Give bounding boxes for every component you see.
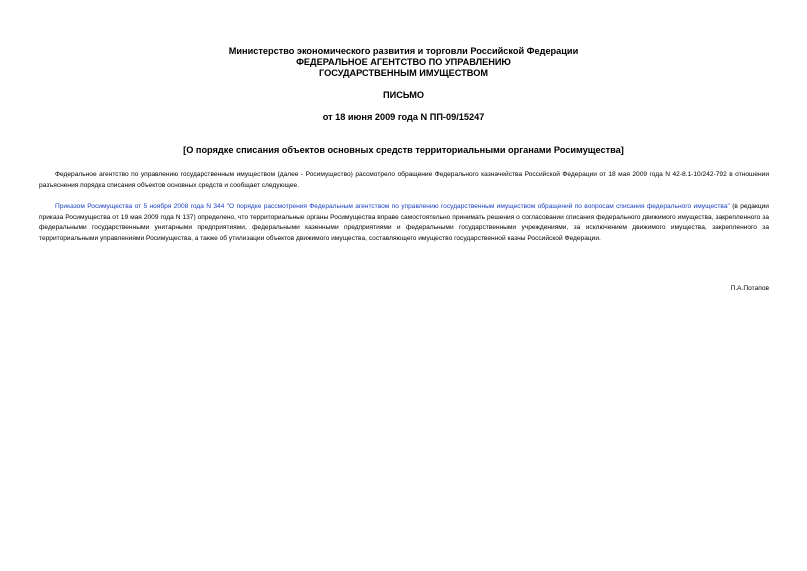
paragraph-1: Федеральное агентство по управлению государственным имуществом (далее - Росимущество) рассмотрело обращение Федерального казначейства Российской Федерации от 18 мая 2009 года N 42-8.1-10/242-792 в отношении разъяснения порядка списания объектов основных средств и сообщает следующее.: [39, 171, 769, 189]
agency-name-line2: ГОСУДАРСТВЕННЫМ ИМУЩЕСТВОМ: [318, 68, 488, 78]
order-link[interactable]: Приказом Росимущества от 5 ноября 2008 года N 344 "О порядке рассмотрения Федеральным агентством по управлению государственным имуществом обращений по вопросам списания федерального имущества": [55, 203, 730, 210]
signature: П.А.Потапов: [730, 285, 769, 292]
document-type: ПИСЬМО: [382, 90, 425, 100]
document-subject: [О порядке списания объектов основных средств территориальными органами Росимущества]: [183, 145, 624, 155]
agency-name-line1: ФЕДЕРАЛЬНОЕ АГЕНТСТВО ПО УПРАВЛЕНИЮ: [296, 57, 511, 67]
ministry-name: Министерство экономического развития и торговли Российской Федерации: [228, 46, 579, 56]
document-date-number: от 18 июня 2009 года N ПП-09/15247: [322, 112, 485, 122]
document-header: [0, 46, 807, 79]
paragraph-2: [39, 202, 769, 244]
paragraph-2-text: (в редакции приказа Росимущества от 19 мая 2009 года N 137) определено, что территориальные органы Росимущества вправе самостоятельно принимать решения о согласовании списания федерального движимого имущества, закрепленного за федеральными государственными унитарными предприятиями, федеральными казенными предприятиями и федеральными государственными учреждениями, за исключением движимого имущества, закрепленного за территориальными управлениями Росимущества, а также об утилизации объектов движимого имущества, составляющего имущество государственной казны Российской Федерации.: [39, 203, 769, 242]
